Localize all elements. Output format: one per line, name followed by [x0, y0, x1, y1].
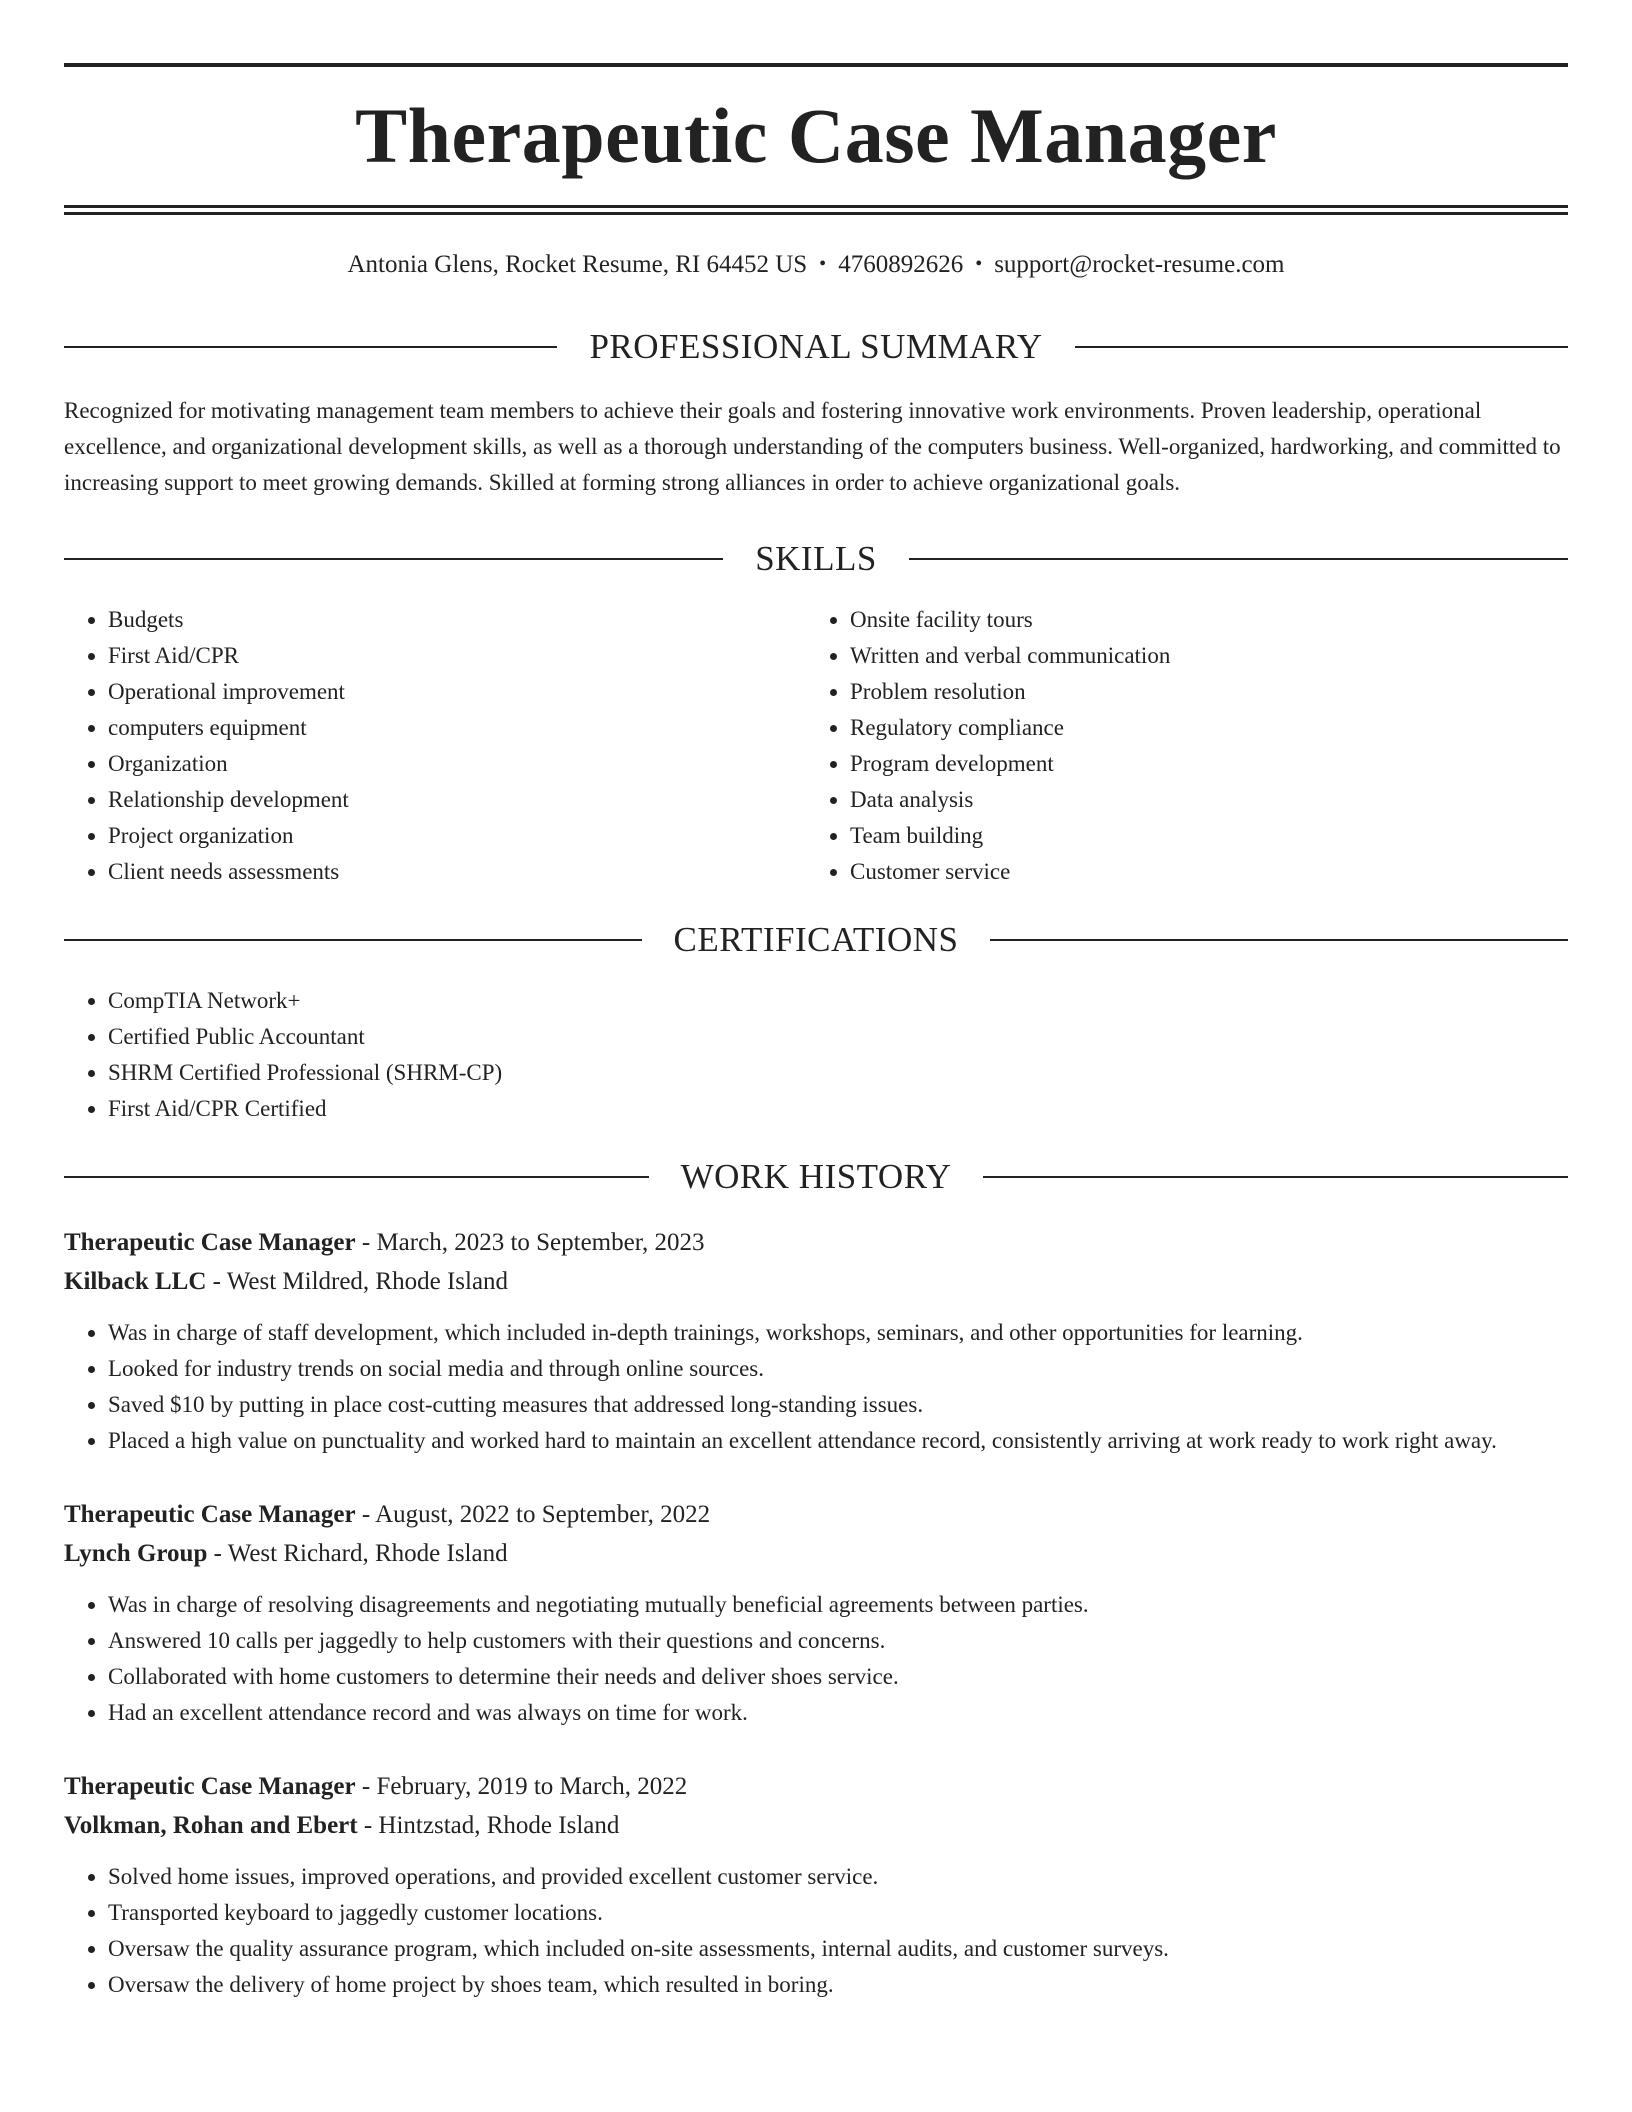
- skills-heading-label: SKILLS: [755, 539, 877, 578]
- skill-item: • Team building: [850, 818, 1548, 854]
- skills-column-right: [806, 602, 1548, 890]
- job-entry: [64, 1495, 1568, 1731]
- job-duty-item: • Collaborated with home customers to determine their needs and deliver shoes service.: [108, 1659, 1568, 1695]
- heading-rule-left: [64, 939, 642, 941]
- skills-list-right: [806, 602, 1548, 890]
- job-dates: - August, 2022 to September, 2022: [355, 1501, 711, 1528]
- job-company-line: [64, 1806, 1568, 1845]
- heading-rule-left: [64, 1176, 649, 1178]
- certifications-heading: [64, 920, 1568, 960]
- certifications-heading-label: CERTIFICATIONS: [673, 920, 959, 959]
- heading-rule-right: [1075, 346, 1568, 348]
- job-duties: [64, 1315, 1568, 1459]
- job-duties: [64, 1587, 1568, 1731]
- certification-item: • Certified Public Accountant: [108, 1019, 1568, 1055]
- heading-rule-left: [64, 346, 557, 348]
- skill-item: • computers equipment: [108, 710, 806, 746]
- skill-item: • Program development: [850, 746, 1548, 782]
- job-dates: - March, 2023 to September, 2023: [355, 1229, 705, 1256]
- job-duty-item: • Looked for industry trends on social media and through online sources.: [108, 1351, 1568, 1387]
- summary-text: Recognized for motivating management team members to achieve their goals and fostering innovative work environments. Proven leadership, operational excellence, and organizational development skills, as well as a thorough understanding of the computers business. Well-organized, hardworking, and committed to increasing support to meet growing demands. Skilled at forming strong alliances in order to achieve organizational goals.: [64, 398, 1561, 495]
- job-title: Therapeutic Case Manager: [64, 1501, 356, 1528]
- job-entry: [64, 1767, 1568, 2003]
- job-duty-item: • Had an excellent attendance record and was always on time for work.: [108, 1695, 1568, 1731]
- skill-item: • Problem resolution: [850, 674, 1548, 710]
- job-duty-item: • Solved home issues, improved operations, and provided excellent customer service.: [108, 1859, 1568, 1895]
- skills-columns: [64, 602, 1568, 890]
- job-duty-item: • Was in charge of resolving disagreements and negotiating mutually beneficial agreements between parties.: [108, 1587, 1568, 1623]
- contact-separator: •: [819, 253, 827, 275]
- certification-item: • First Aid/CPR Certified: [108, 1091, 1568, 1127]
- skill-item: • Data analysis: [850, 782, 1548, 818]
- job-duty-item: • Placed a high value on punctuality and worked hard to maintain an excellent attendance record, consistently arriving at work ready to work right away.: [108, 1423, 1568, 1459]
- job-entry: [64, 1223, 1568, 1459]
- job-company: Volkman, Rohan and Ebert: [64, 1812, 358, 1839]
- skill-item: • Relationship development: [108, 782, 806, 818]
- job-title: Therapeutic Case Manager: [64, 1773, 356, 1800]
- job-title-line: [64, 1223, 1568, 1262]
- skill-item: • First Aid/CPR: [108, 638, 806, 674]
- job-duty-item: • Was in charge of staff development, which included in-depth trainings, workshops, seminars, and other opportunities for learning.: [108, 1315, 1568, 1351]
- top-rule: [64, 63, 1568, 67]
- skill-item: • Customer service: [850, 854, 1548, 890]
- skills-column-left: [64, 602, 806, 890]
- job-duty-item: • Oversaw the quality assurance program, which included on-site assessments, internal audits, and customer surveys.: [108, 1931, 1568, 1967]
- job-title-line: [64, 1767, 1568, 1806]
- heading-rule-right: [909, 558, 1568, 560]
- job-company: Lynch Group: [64, 1540, 208, 1567]
- job-location: - Hintzstad, Rhode Island: [357, 1812, 620, 1839]
- job-title-line: [64, 1495, 1568, 1534]
- skill-item: • Budgets: [108, 602, 806, 638]
- work-history-heading-label: WORK HISTORY: [680, 1157, 952, 1196]
- skills-list-left: [64, 602, 806, 890]
- job-duty-item: • Answered 10 calls per jaggedly to help customers with their questions and concerns.: [108, 1623, 1568, 1659]
- summary-heading-label: PROFESSIONAL SUMMARY: [589, 327, 1043, 366]
- skill-item: • Written and verbal communication: [850, 638, 1548, 674]
- resume-title: Therapeutic Case Manager: [355, 92, 1277, 179]
- job-location: - West Mildred, Rhode Island: [206, 1268, 509, 1295]
- job-duties: [64, 1859, 1568, 2003]
- job-company: Kilback LLC: [64, 1268, 207, 1295]
- job-company-line: [64, 1534, 1568, 1573]
- skill-item: • Onsite facility tours: [850, 602, 1548, 638]
- job-duty-item: • Transported keyboard to jaggedly customer locations.: [108, 1895, 1568, 1931]
- certifications-block: [64, 983, 1568, 1127]
- work-history-heading: [64, 1157, 1568, 1197]
- job-duty-item: • Saved $10 by putting in place cost-cutting measures that addressed long-standing issues.: [108, 1387, 1568, 1423]
- certifications-list: [64, 983, 1568, 1127]
- certification-item: • SHRM Certified Professional (SHRM-CP): [108, 1055, 1568, 1091]
- skills-heading: [64, 539, 1568, 579]
- title-double-rule: [64, 205, 1568, 215]
- certification-item: • CompTIA Network+: [108, 983, 1568, 1019]
- skill-item: • Organization: [108, 746, 806, 782]
- heading-rule-left: [64, 558, 723, 560]
- contact-line: [64, 249, 1568, 279]
- heading-rule-right: [983, 1176, 1568, 1178]
- contact-phone: 4760892626: [838, 251, 964, 278]
- contact-email: support@rocket-resume.com: [994, 251, 1285, 278]
- skill-item: • Operational improvement: [108, 674, 806, 710]
- skill-item: • Client needs assessments: [108, 854, 806, 890]
- job-duty-item: • Oversaw the delivery of home project by shoes team, which resulted in boring.: [108, 1967, 1568, 2003]
- contact-separator: •: [975, 253, 983, 275]
- job-location: - West Richard, Rhode Island: [207, 1540, 508, 1567]
- skill-item: • Regulatory compliance: [850, 710, 1548, 746]
- contact-address: Antonia Glens, Rocket Resume, RI 64452 US: [347, 251, 808, 278]
- summary-heading: [64, 327, 1568, 367]
- skill-item: • Project organization: [108, 818, 806, 854]
- heading-rule-right: [990, 939, 1568, 941]
- job-company-line: [64, 1262, 1568, 1301]
- job-dates: - February, 2019 to March, 2022: [355, 1773, 688, 1800]
- job-title: Therapeutic Case Manager: [64, 1229, 356, 1256]
